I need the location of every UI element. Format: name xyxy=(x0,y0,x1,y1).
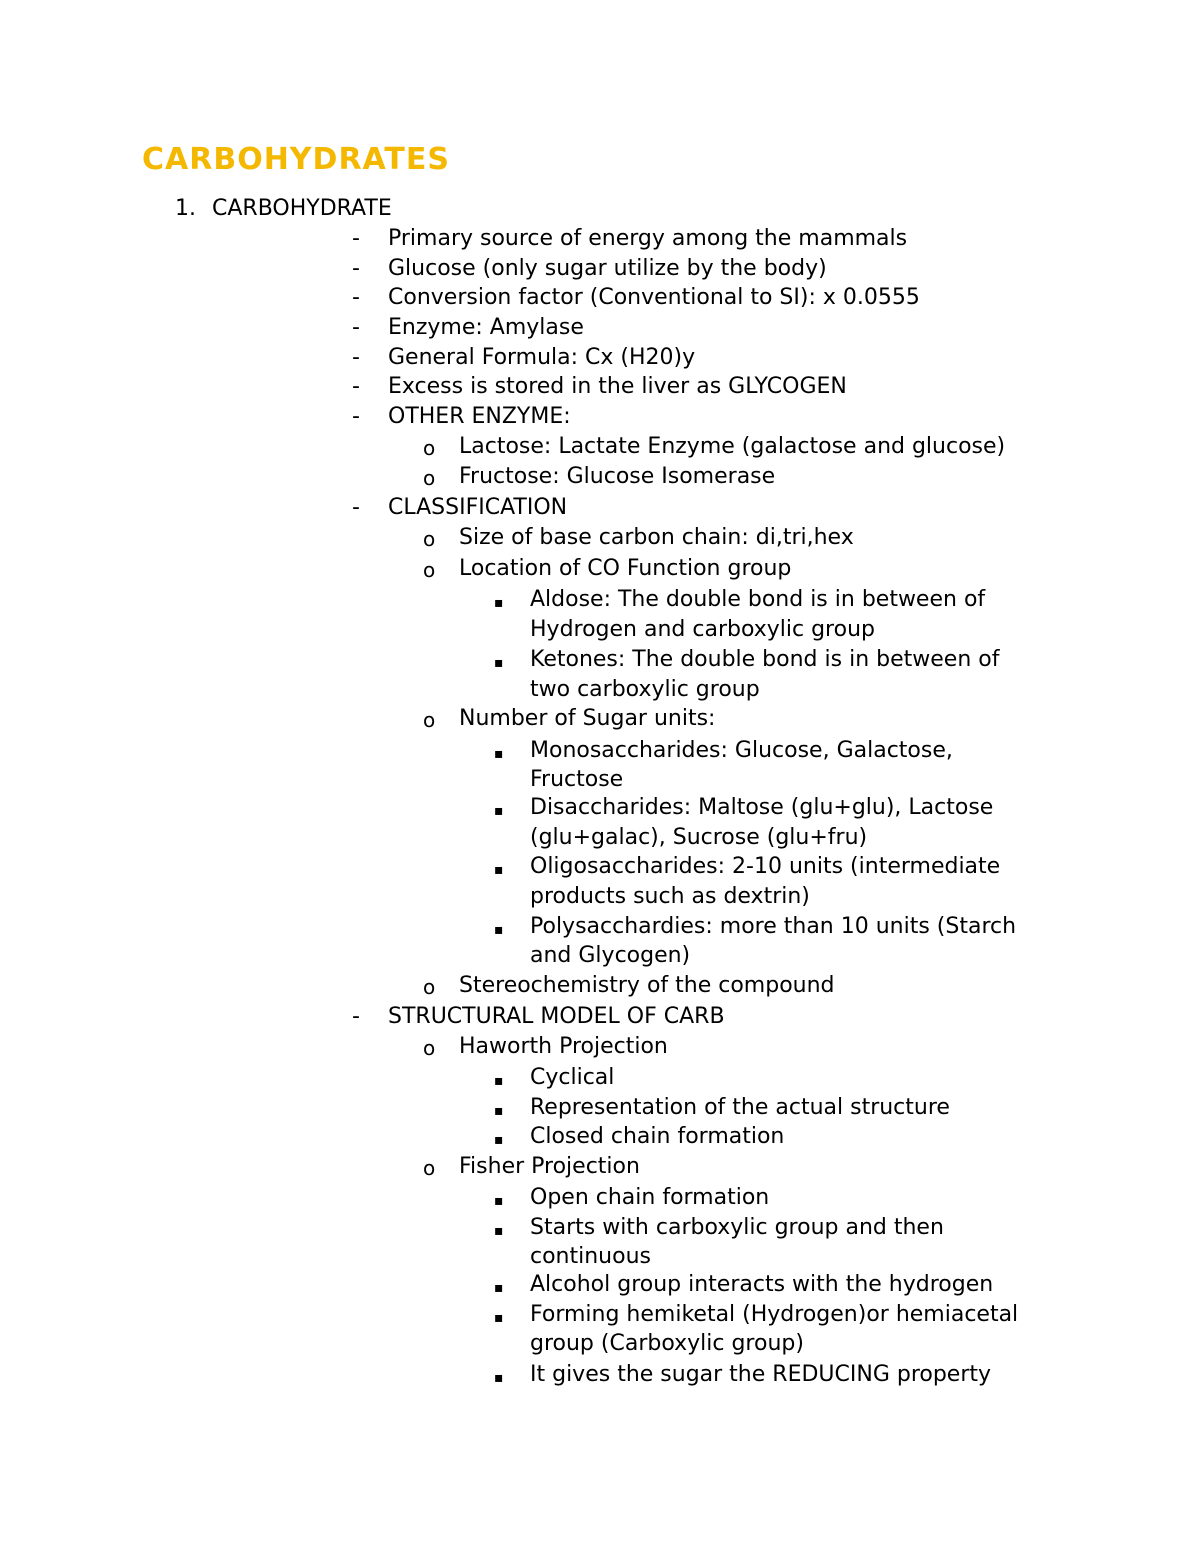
list-item-continuation: continuous xyxy=(530,1244,651,1269)
list-item: Primary source of energy among the mammals xyxy=(388,226,908,251)
list-item: Disaccharides: Maltose (glu+glu), Lactose xyxy=(530,795,994,820)
circle-bullet: o xyxy=(423,975,436,999)
dash-bullet: - xyxy=(352,226,360,251)
list-item: STRUCTURAL MODEL OF CARB xyxy=(388,1004,725,1029)
square-bullet: ▪ xyxy=(494,1310,504,1326)
dash-bullet: - xyxy=(352,404,360,429)
square-bullet: ▪ xyxy=(494,1193,504,1209)
list-item-continuation: group (Carboxylic group) xyxy=(530,1331,804,1356)
list-item: General Formula: Cx (H20)y xyxy=(388,345,696,370)
dash-bullet: - xyxy=(352,374,360,399)
square-bullet: ▪ xyxy=(494,1132,504,1148)
dash-bullet: - xyxy=(352,345,360,370)
list-item: Enzyme: Amylase xyxy=(388,315,584,340)
list-item: Excess is stored in the liver as GLYCOGEN xyxy=(388,374,847,399)
square-bullet: ▪ xyxy=(494,1103,504,1119)
dash-bullet: - xyxy=(352,495,360,520)
list-item: Open chain formation xyxy=(530,1185,770,1210)
square-bullet: ▪ xyxy=(494,1370,504,1386)
list-item: Glucose (only sugar utilize by the body) xyxy=(388,256,827,281)
list-item-continuation: products such as dextrin) xyxy=(530,884,810,909)
circle-bullet: o xyxy=(423,1036,436,1060)
list-item: Forming hemiketal (Hydrogen)or hemiacetal xyxy=(530,1302,1019,1327)
list-item: Oligosaccharides: 2-10 units (intermediate xyxy=(530,854,1001,879)
list-item: Starts with carboxylic group and then xyxy=(530,1215,944,1240)
list-item: Lactose: Lactate Enzyme (galactose and glucose) xyxy=(459,434,1006,459)
list-item-continuation: Fructose xyxy=(530,767,624,792)
list-item: Fructose: Glucose Isomerase xyxy=(459,464,776,489)
square-bullet: ▪ xyxy=(494,862,504,878)
list-item-continuation: Hydrogen and carboxylic group xyxy=(530,617,875,642)
circle-bullet: o xyxy=(423,1156,436,1180)
list-item: Stereochemistry of the compound xyxy=(459,973,835,998)
list-item: Closed chain formation xyxy=(530,1124,785,1149)
page-title: CARBOHYDRATES xyxy=(142,142,450,177)
dash-bullet: - xyxy=(352,1004,360,1029)
list-item-continuation: (glu+galac), Sucrose (glu+fru) xyxy=(530,825,868,850)
list-item: Size of base carbon chain: di,tri,hex xyxy=(459,525,854,550)
square-bullet: ▪ xyxy=(494,655,504,671)
list-item: Location of CO Function group xyxy=(459,556,792,581)
circle-bullet: o xyxy=(423,708,436,732)
square-bullet: ▪ xyxy=(494,922,504,938)
dash-bullet: - xyxy=(352,256,360,281)
square-bullet: ▪ xyxy=(494,803,504,819)
list-item: Ketones: The double bond is in between of xyxy=(530,647,1000,672)
circle-bullet: o xyxy=(423,466,436,490)
list-item: CLASSIFICATION xyxy=(388,495,568,520)
square-bullet: ▪ xyxy=(494,1280,504,1296)
circle-bullet: o xyxy=(423,436,436,460)
square-bullet: ▪ xyxy=(494,746,504,762)
list-item: Conversion factor (Conventional to SI): x 0.0555 xyxy=(388,285,920,310)
list-item: Haworth Projection xyxy=(459,1034,668,1059)
list-item: Monosaccharides: Glucose, Galactose, xyxy=(530,738,953,763)
square-bullet: ▪ xyxy=(494,595,504,611)
circle-bullet: o xyxy=(423,558,436,582)
list-item: Polysacchardies: more than 10 units (Starch xyxy=(530,914,1017,939)
dash-bullet: - xyxy=(352,285,360,310)
list-item: OTHER ENZYME: xyxy=(388,404,571,429)
square-bullet: ▪ xyxy=(494,1223,504,1239)
dash-bullet: - xyxy=(352,315,360,340)
list-item: Cyclical xyxy=(530,1065,615,1090)
section-heading: CARBOHYDRATE xyxy=(212,196,392,221)
list-item: It gives the sugar the REDUCING property xyxy=(530,1362,992,1387)
square-bullet: ▪ xyxy=(494,1073,504,1089)
list-item: Number of Sugar units: xyxy=(459,706,716,731)
list-item: Alcohol group interacts with the hydrogen xyxy=(530,1272,994,1297)
list-item-continuation: two carboxylic group xyxy=(530,677,760,702)
section-number: 1. xyxy=(175,196,196,221)
list-item: Aldose: The double bond is in between of xyxy=(530,587,986,612)
list-item: Representation of the actual structure xyxy=(530,1095,950,1120)
circle-bullet: o xyxy=(423,527,436,551)
list-item-continuation: and Glycogen) xyxy=(530,943,691,968)
list-item: Fisher Projection xyxy=(459,1154,640,1179)
